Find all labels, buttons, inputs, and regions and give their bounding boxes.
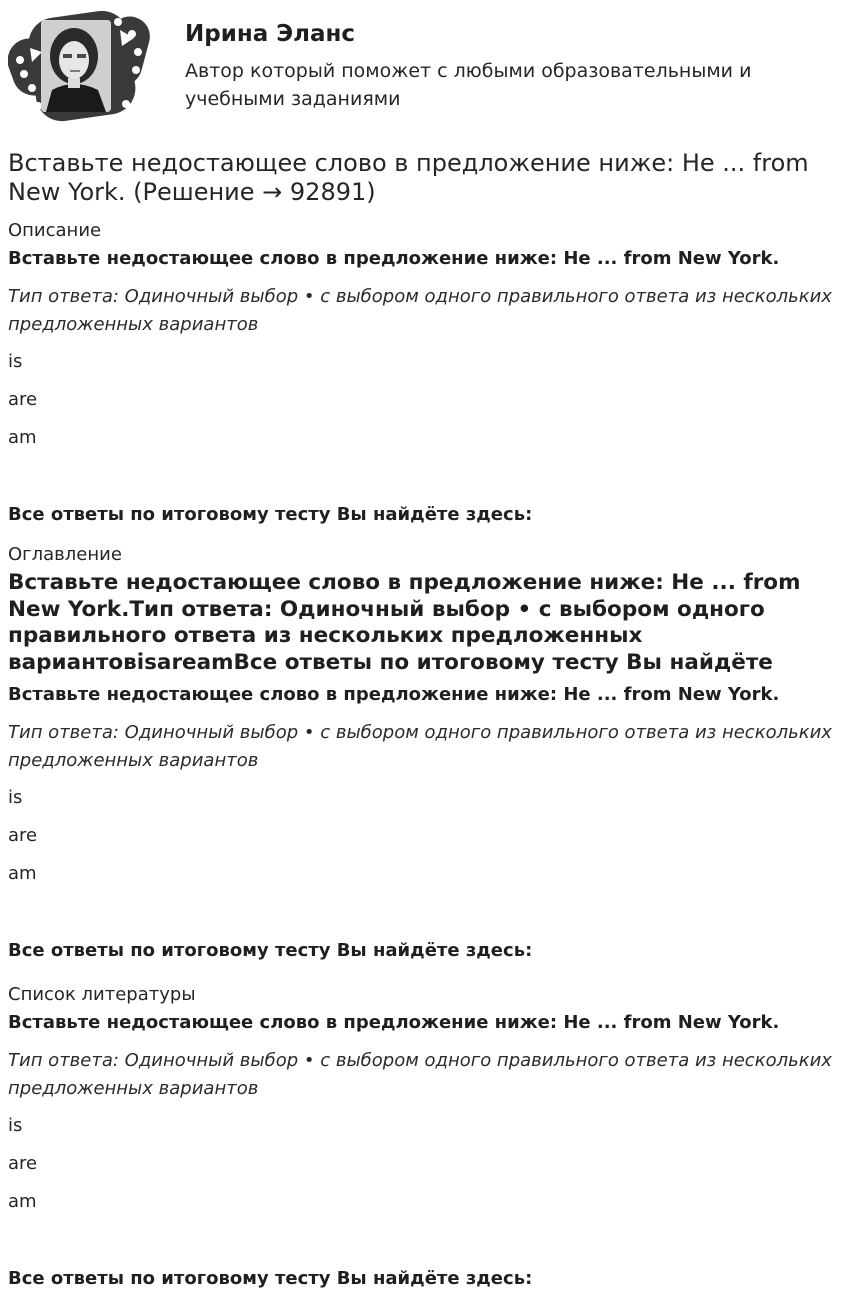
question-text: Вставьте недостающее слово в предложение ниже: He ... from New York. bbox=[8, 684, 780, 705]
section-label: Описание bbox=[8, 220, 102, 241]
answer-type: Тип ответа: Одиночный выбор • с выбором одного правильного ответа из нескольких предложенных вариантов bbox=[8, 286, 832, 335]
section-label: Оглавление bbox=[8, 544, 122, 565]
section-references bbox=[8, 983, 838, 1291]
answer-option: is bbox=[8, 1115, 23, 1136]
contents-heading: Вставьте недостающее слово в предложение ниже: He ... from New York.Тип ответа: Одиночный выбор • с выбором одного правильного ответа из нескольких предложенных вариантовisareamВсе ответы по итоговому тесту Вы найдёте bbox=[8, 570, 801, 675]
author-avatar[interactable] bbox=[8, 8, 150, 126]
answer-option: is bbox=[8, 351, 23, 372]
page-title: Вставьте недостающее слово в предложение ниже: He ... from New York. (Решение → 92891) bbox=[8, 149, 809, 206]
answers-note: Все ответы по итоговому тесту Вы найдёте здесь: bbox=[8, 940, 533, 961]
section-contents bbox=[8, 543, 838, 963]
section-label: Список литературы bbox=[8, 984, 196, 1005]
author-description: Автор который поможет с любыми образовательными и учебными заданиями bbox=[185, 60, 752, 110]
answer-option: am bbox=[8, 1191, 37, 1212]
section-description bbox=[8, 219, 838, 527]
author-card bbox=[8, 8, 838, 126]
answer-option: am bbox=[8, 863, 37, 884]
answer-option: am bbox=[8, 427, 37, 448]
answer-option: are bbox=[8, 825, 38, 846]
answer-option: is bbox=[8, 787, 23, 808]
answer-option: are bbox=[8, 1153, 38, 1174]
answer-type: Тип ответа: Одиночный выбор • с выбором одного правильного ответа из нескольких предложенных вариантов bbox=[8, 1050, 832, 1099]
question-text: Вставьте недостающее слово в предложение ниже: He ... from New York. bbox=[8, 1012, 780, 1033]
answer-type: Тип ответа: Одиночный выбор • с выбором одного правильного ответа из нескольких предложенных вариантов bbox=[8, 722, 832, 771]
question-text: Вставьте недостающее слово в предложение ниже: He ... from New York. bbox=[8, 248, 780, 269]
answers-note: Все ответы по итоговому тесту Вы найдёте здесь: bbox=[8, 1268, 533, 1289]
answers-note: Все ответы по итоговому тесту Вы найдёте здесь: bbox=[8, 504, 533, 525]
author-name[interactable]: Ирина Эланс bbox=[185, 21, 356, 47]
answer-option: are bbox=[8, 389, 38, 410]
